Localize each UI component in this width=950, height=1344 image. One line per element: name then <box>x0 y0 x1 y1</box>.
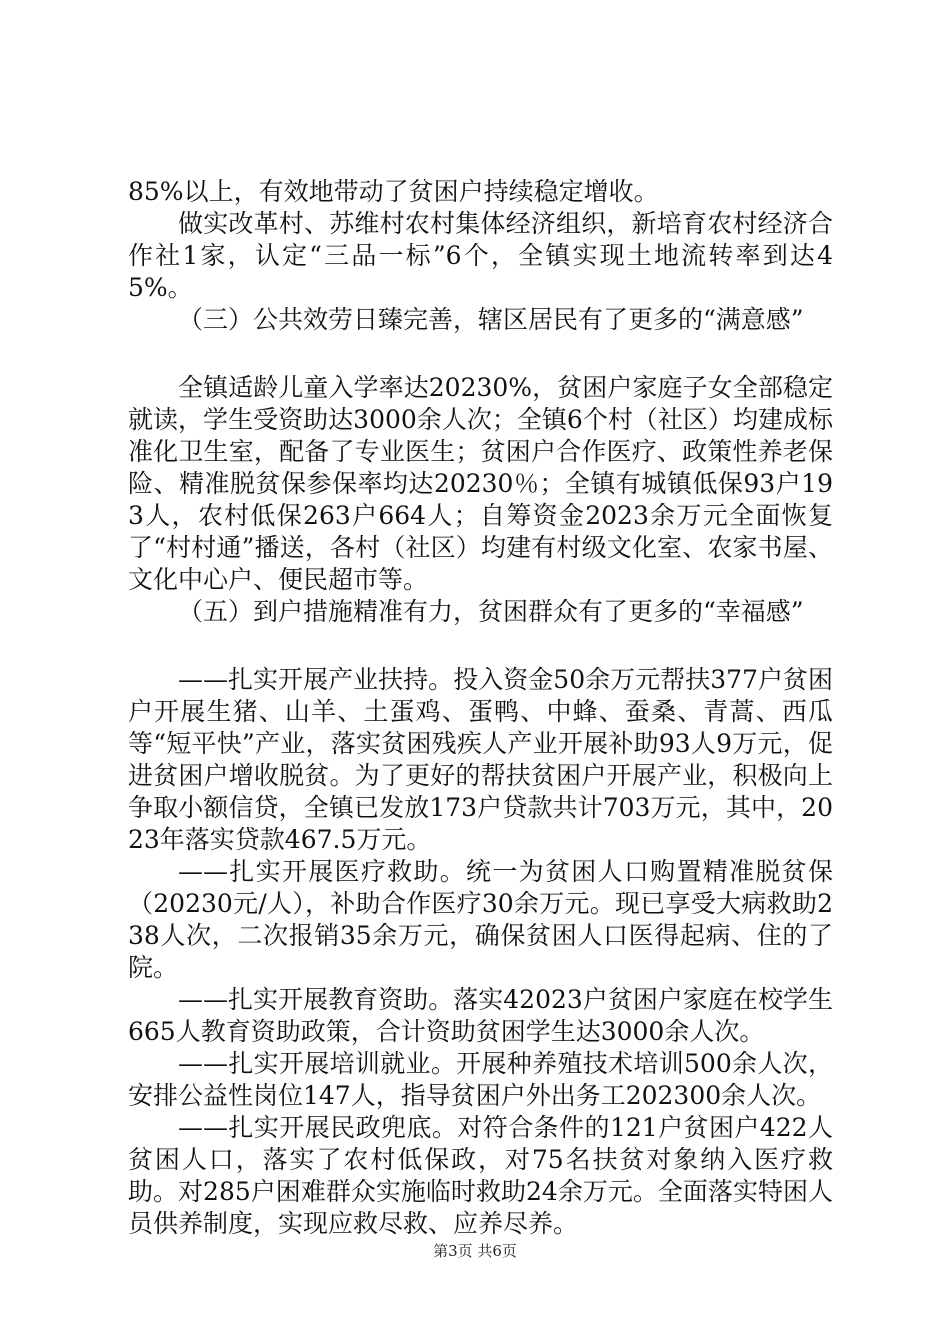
section-heading-public-service: （三）公共效劳日臻完善，辖区居民有了更多的“满意感” <box>178 305 804 334</box>
paragraph-medical-aid: ——扎实开展医疗救助。统一为贫困人口购置精准脱贫保（20230元/人），补助合作医疗30余万元。现已享受大病救助238人次，二次报销35余万元，确保贫困人口医得起病、住的了院。 <box>128 857 833 982</box>
page-total: 共6页 <box>477 1242 517 1260</box>
paragraph-continuation: 85%以上，有效地带动了贫困户持续稳定增收。 <box>128 177 659 206</box>
page-footer <box>0 1241 950 1261</box>
paragraph-civil-affairs: ——扎实开展民政兜底。对符合条件的121户贫困户422人贫困人口，落实了农村低保政，对75名扶贫对象纳入医疗救助。对285户困难群众实施临时救助24余万元。全面落实特困人员供养制度，实现应救尽救、应养尽养。 <box>128 1113 833 1238</box>
document-body <box>128 176 833 1240</box>
paragraph-training-employment: ——扎实开展培训就业。开展种养殖技术培训500余人次，安排公益性岗位147人，指导贫困户外出务工202300余人次。 <box>128 1049 833 1110</box>
page-number: 第3页 <box>433 1242 473 1260</box>
paragraph-collective-economy: 做实改革村、苏维村农村集体经济组织，新培育农村经济合作社1家，认定“三品一标”6个，全镇实现土地流转率到达45%。 <box>128 209 833 302</box>
section-heading-household-measures: （五）到户措施精准有力，贫困群众有了更多的“幸福感” <box>178 597 804 626</box>
paragraph-education-aid: ——扎实开展教育资助。落实42023户贫困户家庭在校学生665人教育资助政策，合计资助贫困学生达3000余人次。 <box>128 985 833 1046</box>
paragraph-industry-support: ——扎实开展产业扶持。投入资金50余万元帮扶377户贫困户开展生猪、山羊、土蛋鸡、蛋鸭、中蜂、蚕桑、青蒿、西瓜等“短平快”产业，落实贫困残疾人产业开展补助93人9万元，促进贫困户增收脱贫。为了更好的帮扶贫困户开展产业，积极向上争取小额信贷，全镇已发放173户贷款共计703万元，其中，2023年落实贷款467.5万元。 <box>128 665 833 854</box>
paragraph-public-service: 全镇适龄儿童入学率达20230%，贫困户家庭子女全部稳定就读，学生受资助达3000余人次；全镇6个村（社区）均建成标准化卫生室，配备了专业医生；贫困户合作医疗、政策性养老保险、精准脱贫保参保率均达20230％；全镇有城镇低保93户193人，农村低保263户664人；自筹资金2023余万元全面恢复了“村村通”播送，各村（社区）均建有村级文化室、农家书屋、文化中心户、便民超市等。 <box>128 373 833 594</box>
